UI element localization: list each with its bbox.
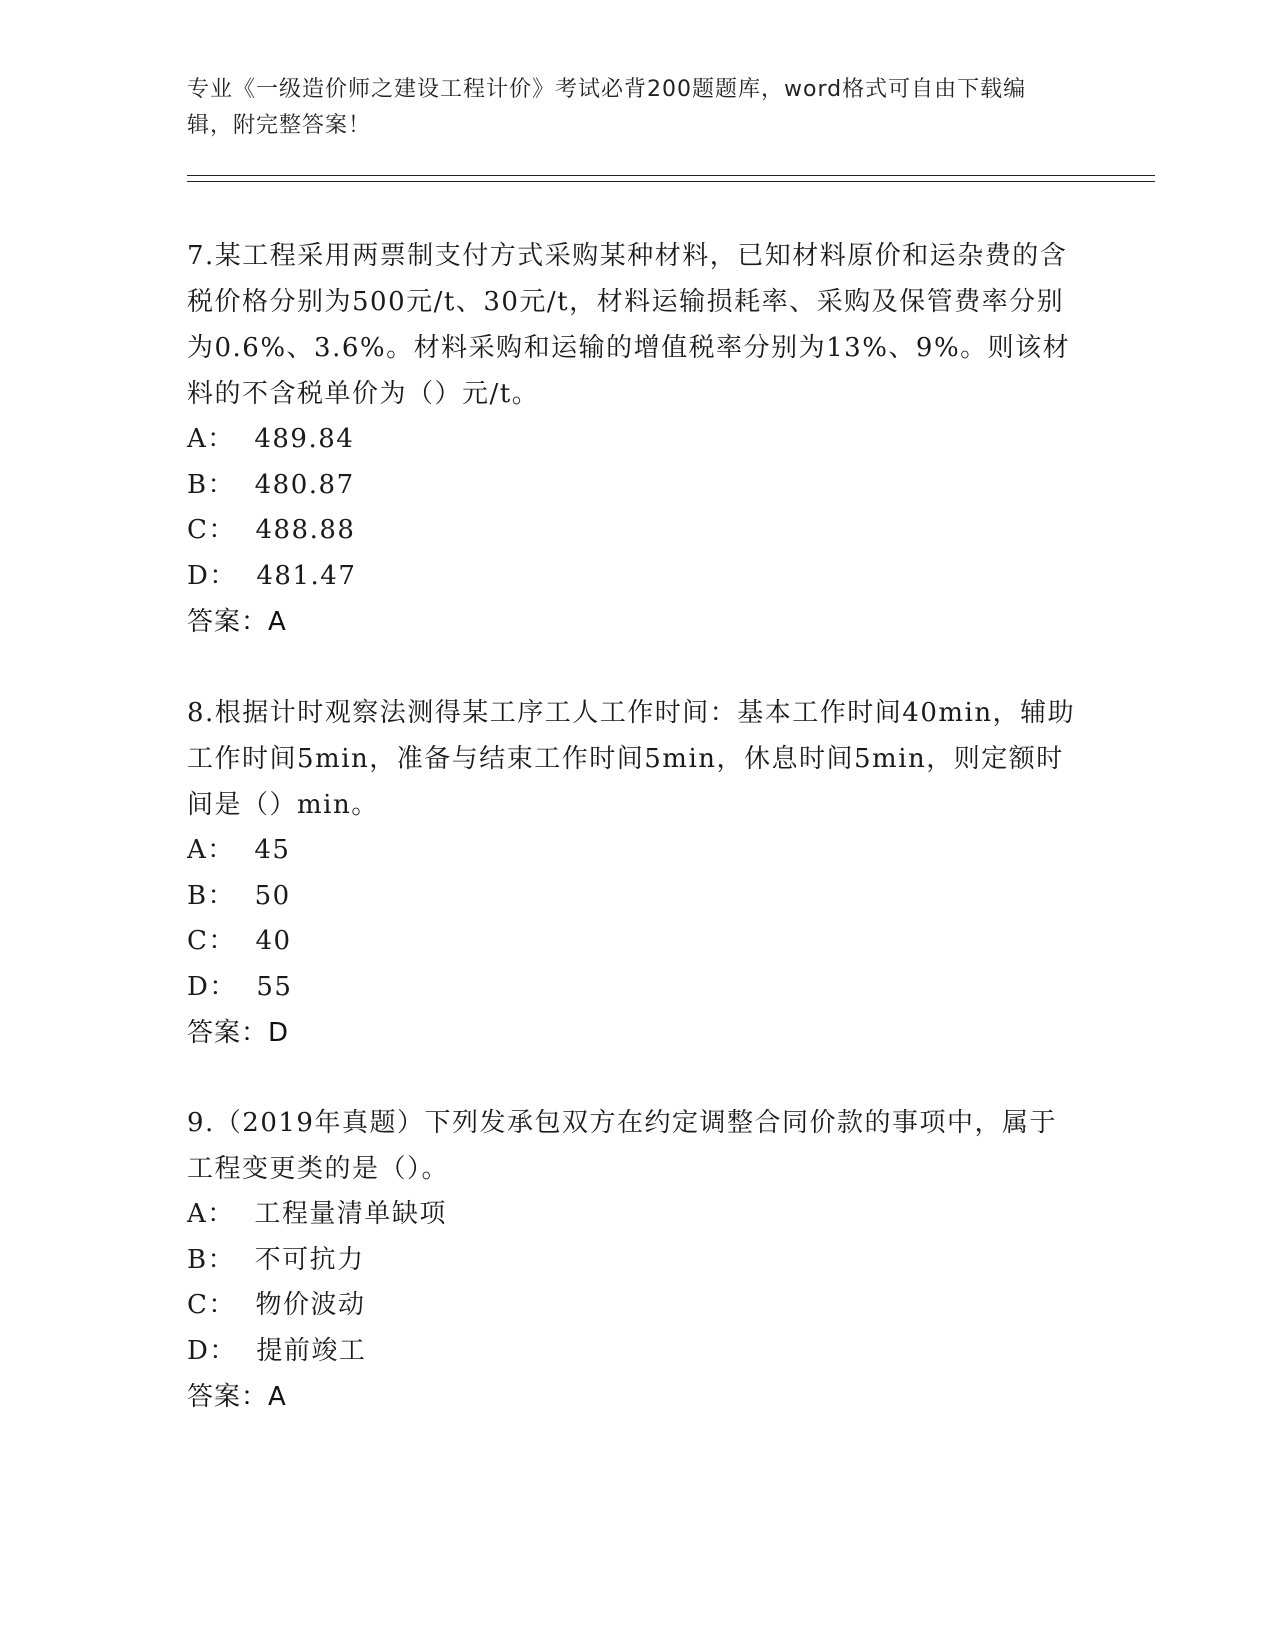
question-stem: 9.（2019年真题）下列发承包双方在约定调整合同价款的事项中，属于工程变更类的是（）。 <box>187 1108 1057 1184</box>
option-label: C <box>187 926 209 956</box>
option-a: A： 工程量清单缺项 <box>187 1199 447 1229</box>
option-text: 40 <box>255 926 292 956</box>
option-b: B： 不可抗力 <box>187 1244 365 1275</box>
option-label: D <box>187 560 210 591</box>
option-d: D： 提前竣工 <box>187 1335 367 1366</box>
option-label: C <box>187 1290 209 1320</box>
option-label: B <box>187 469 208 500</box>
header-divider-top <box>187 175 1155 176</box>
option-c: C： 物价波动 <box>187 1290 366 1320</box>
option-text: 不可抗力 <box>254 1244 365 1275</box>
option-text: 481.47 <box>256 560 357 591</box>
question-stem: 8.根据计时观察法测得某工序工人工作时间：基本工作时间40min，辅助工作时间5min，准备与结束工作时间5min，休息时间5min，则定额时间是（）min。 <box>187 698 1076 820</box>
answer-line: 答案：A <box>187 607 287 637</box>
option-d: D： 481.47 <box>187 560 357 591</box>
answer-line: 答案：D <box>187 1018 290 1048</box>
option-b: B： 480.87 <box>187 469 355 500</box>
option-text: 488.88 <box>255 515 356 545</box>
question-7 <box>187 233 1077 645</box>
option-text: 489.84 <box>254 424 355 454</box>
option-b: B： 50 <box>187 880 291 911</box>
question-stem: 7.某工程采用两票制支付方式采购某种材料，已知材料原价和运杂费的含税价格分别为500元/t、30元/t，材料运输损耗率、采购及保管费率分别为0.6%、3.6%。材料采购和运输的增值税率分别为13%、9%。则该材料的不含税单价为（）元/t。 <box>187 241 1071 409</box>
option-text: 提前竣工 <box>256 1335 367 1366</box>
header-divider-bottom <box>187 181 1155 182</box>
option-text: 55 <box>256 971 293 1002</box>
option-d: D： 55 <box>187 971 293 1002</box>
option-label: D <box>187 1335 210 1366</box>
question-8 <box>187 690 1077 1056</box>
option-label: A <box>187 835 208 865</box>
option-a: A： 45 <box>187 835 291 865</box>
option-text: 物价波动 <box>255 1290 366 1320</box>
document-header: 专业《一级造价师之建设工程计价》考试必背200题题库，word格式可自由下载编辑，附完整答案！ <box>187 77 1027 138</box>
option-c: C： 40 <box>187 926 292 956</box>
option-text: 45 <box>254 835 291 865</box>
option-text: 50 <box>254 880 291 911</box>
option-text: 480.87 <box>254 469 355 500</box>
option-label: B <box>187 880 208 911</box>
option-label: B <box>187 1244 208 1275</box>
option-label: D <box>187 971 210 1002</box>
answer-line: 答案：A <box>187 1382 287 1412</box>
option-text: 工程量清单缺项 <box>254 1199 447 1229</box>
option-label: C <box>187 515 209 545</box>
option-label: A <box>187 1199 208 1229</box>
option-a: A： 489.84 <box>187 424 355 454</box>
option-label: A <box>187 424 208 454</box>
option-c: C： 488.88 <box>187 515 356 545</box>
question-9 <box>187 1100 1077 1420</box>
